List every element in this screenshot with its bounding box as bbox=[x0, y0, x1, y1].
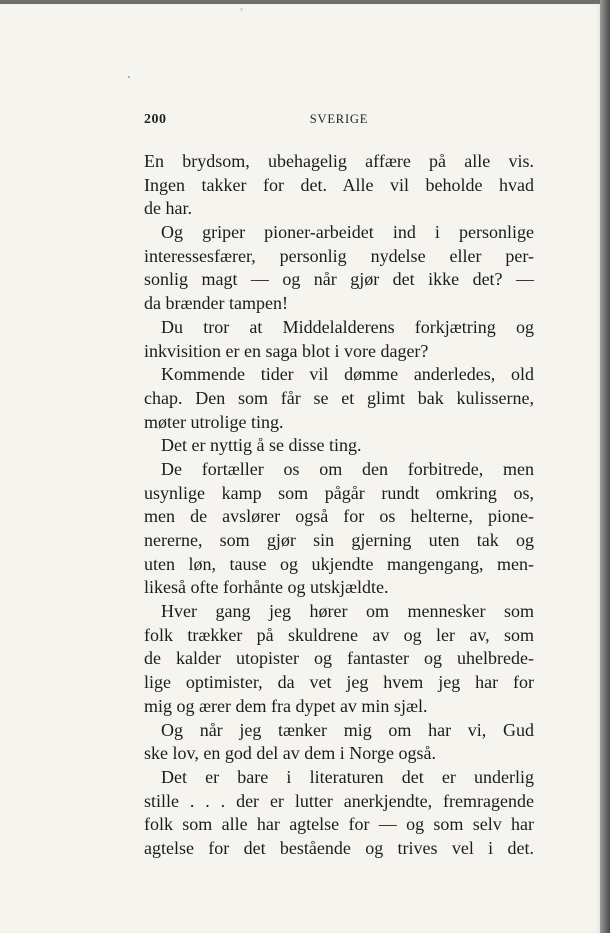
text-line: folk trækker på skuldrene av og ler av, som bbox=[144, 624, 534, 645]
text-line: uten løn, tause og ukjendte mangengang, men- bbox=[144, 553, 534, 574]
text-line: Det er bare i literaturen det er underlig bbox=[161, 766, 534, 787]
text-line: Og griper pioner-arbeidet ind i personlige bbox=[161, 222, 534, 243]
text-line: agtelse for det bestående og trives vel i det. bbox=[144, 837, 534, 858]
page-number: 200 bbox=[144, 112, 167, 127]
text-line: men de avslører også for os helterne, pione- bbox=[144, 506, 534, 527]
page-edge-shadow bbox=[600, 0, 610, 933]
book-page bbox=[0, 4, 601, 933]
text-line: Og når jeg tænker mig om har vi, Gud bbox=[161, 719, 534, 740]
page-blemish: ᵓ bbox=[240, 6, 243, 15]
text-line: En brydsom, ubehagelig affære på alle vis. bbox=[144, 151, 534, 171]
body-text bbox=[144, 150, 534, 861]
text-line: de kalder utopister og fantaster og uhelbrede- bbox=[144, 648, 534, 669]
text-line: De fortæller os om den forbitrede, men bbox=[161, 458, 534, 479]
text-line: de har. bbox=[144, 198, 192, 219]
text-line: lige optimister, da vet jeg hvem jeg har for bbox=[144, 672, 534, 693]
text-line: usynlige kamp som pågår rundt omkring os, bbox=[144, 482, 534, 503]
text-line: stille . . . der er lutter anerkjendte, fremragende bbox=[144, 790, 534, 811]
text-line: Du tror at Middelalderens forkjætring og bbox=[161, 316, 534, 337]
text-line: møter utrolige ting. bbox=[144, 411, 284, 432]
text-line: Ingen takker for det. Alle vil beholde hvad bbox=[144, 174, 534, 195]
text-line: Det er nyttig å se disse ting. bbox=[161, 435, 362, 456]
page-speck bbox=[128, 76, 130, 78]
text-line: chap. Den som får se et glimt bak kulisserne, bbox=[144, 387, 534, 408]
text-line: Kommende tider vil dømme anderledes, old bbox=[161, 364, 534, 385]
text-line: Hver gang jeg hører om mennesker som bbox=[161, 601, 534, 622]
page-header bbox=[144, 110, 534, 130]
text-line: likeså ofte forhånte og utskjældte. bbox=[144, 577, 389, 598]
text-line: inkvisition er en saga blot i vore dager? bbox=[144, 340, 429, 361]
text-line: da brænder tampen! bbox=[144, 293, 288, 314]
text-line: sonlig magt — og når gjør det ikke det? — bbox=[144, 269, 534, 290]
text-line: nererne, som gjør sin gjerning uten tak og bbox=[144, 530, 534, 550]
text-line: folk som alle har agtelse for — og som selv har bbox=[144, 814, 534, 835]
text-line: mig og ærer dem fra dypet av min sjæl. bbox=[144, 695, 428, 716]
text-line: interessesfærer, personlig nydelse eller per- bbox=[144, 245, 534, 266]
running-title: SVERIGE bbox=[309, 112, 369, 126]
text-line: ske lov, en god del av dem i Norge også. bbox=[144, 743, 436, 764]
